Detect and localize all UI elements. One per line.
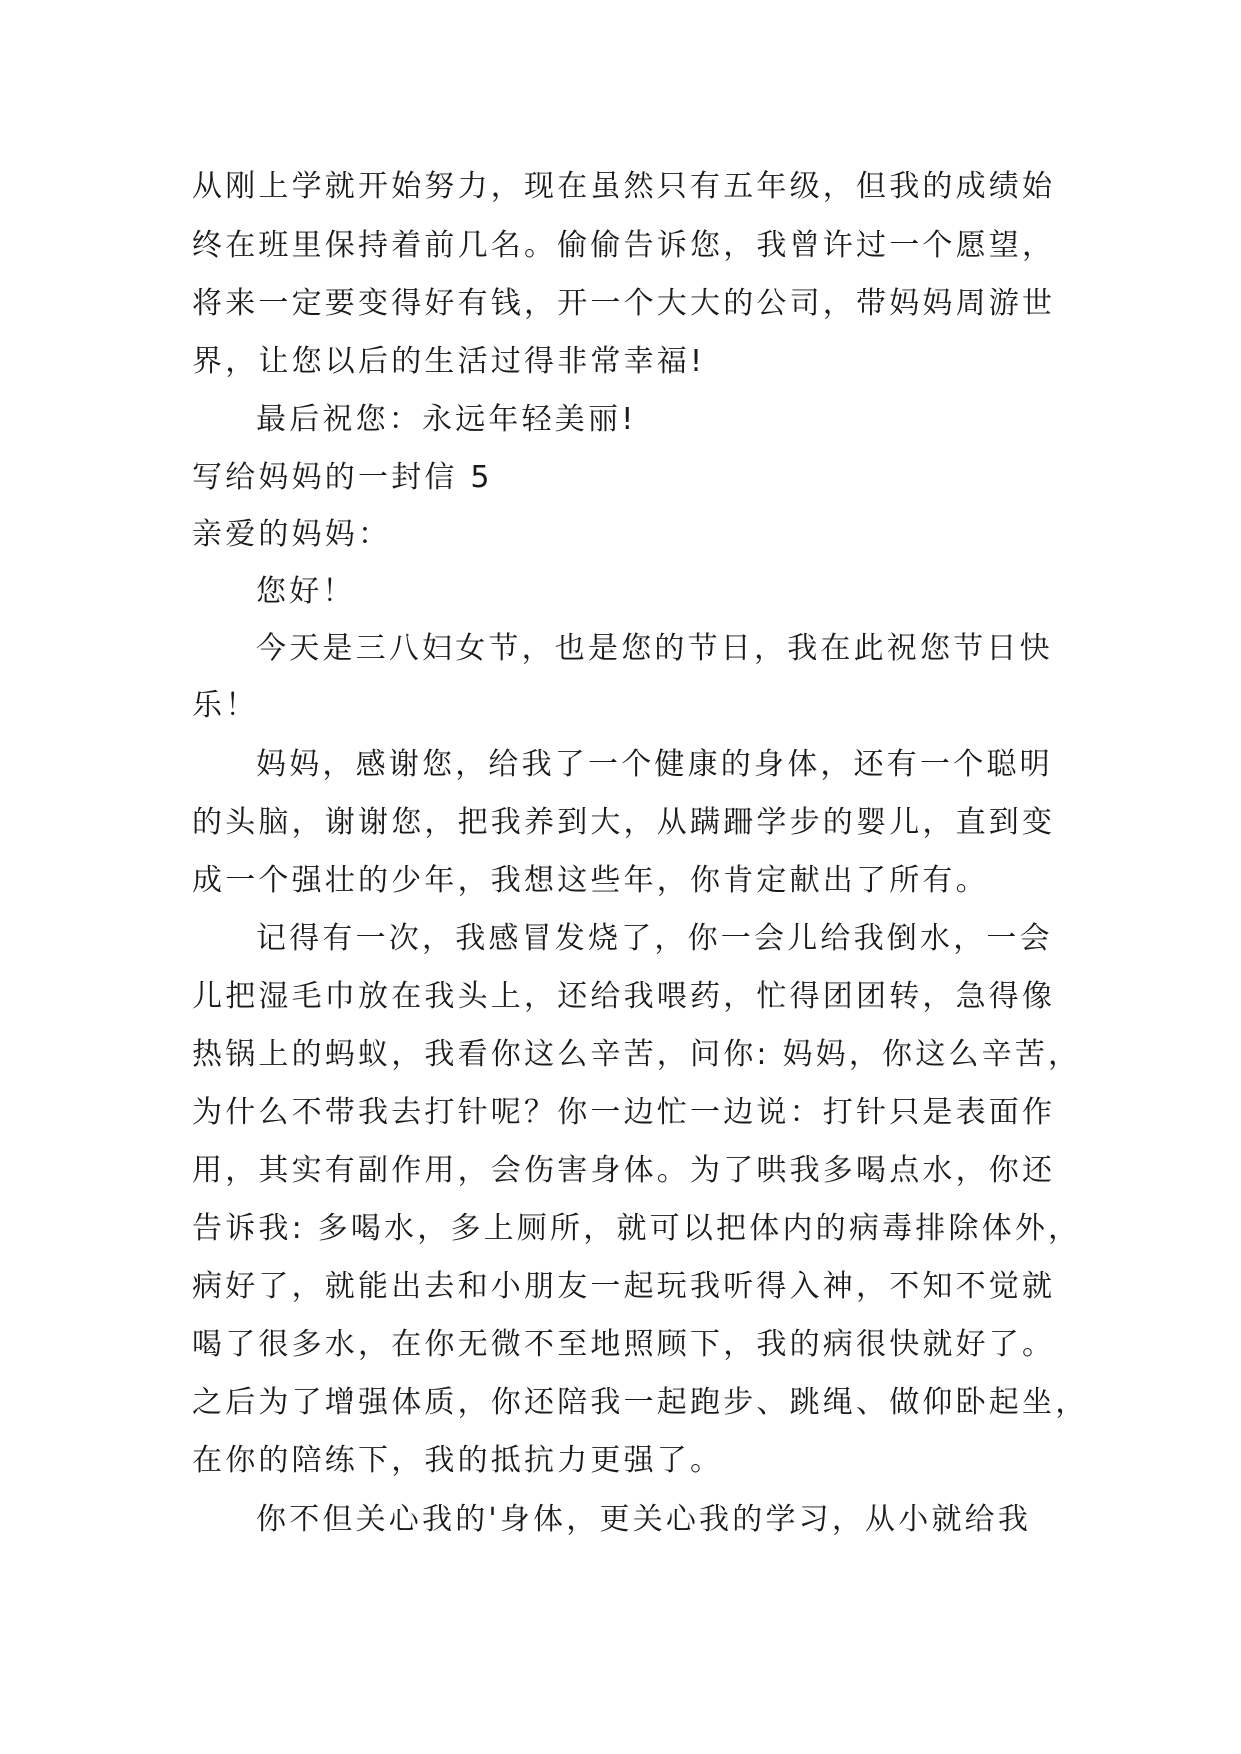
text-line: 热锅上的蚂蚁，我看你这么辛苦，问你: 妈妈，你这么辛苦， [192, 1037, 1082, 1072]
text-line: 终在班里保持着前几名。偷偷告诉您，我曾许过一个愿望， [192, 228, 1056, 263]
closing-wish: 最后祝您：永远年轻美丽! [256, 402, 637, 437]
text-line: 你不但关心我的'身体，更关心我的学习，从小就给我 [256, 1502, 1032, 1537]
greeting: 您好！ [256, 574, 356, 609]
text-line: 病好了，就能出去和小朋友一起玩我听得入神，不知不觉就 [192, 1269, 1056, 1304]
text-line: 为什么不带我去打针呢？你一边忙一边说：打针只是表面作 [192, 1095, 1056, 1130]
text-line: 喝了很多水，在你无微不至地照顾下，我的病很快就好了。 [192, 1327, 1056, 1362]
text-line: 将来一定要变得好有钱，开一个大大的公司，带妈妈周游世 [192, 286, 1056, 321]
text-line: 用，其实有副作用，会伤害身体。为了哄我多喝点水，你还 [192, 1153, 1056, 1188]
text-line: 今天是三八妇女节，也是您的节日，我在此祝您节日快 [256, 631, 1053, 666]
text-line: 之后为了增强体质，你还陪我一起跑步、跳绳、做仰卧起坐， [192, 1385, 1089, 1420]
text-line: 妈妈，感谢您，给我了一个健康的身体，还有一个聪明 [256, 747, 1053, 782]
text-line: 从刚上学就开始努力，现在虽然只有五年级，但我的成绩始 [192, 169, 1056, 204]
letter-title: 写给妈妈的一封信 5 [192, 460, 493, 495]
text-line: 记得有一次，我感冒发烧了，你一会儿给我倒水，一会 [256, 921, 1053, 956]
text-line: 界，让您以后的生活过得非常幸福! [192, 344, 706, 379]
text-line: 告诉我: 多喝水，多上厕所，就可以把体内的病毒排除体外， [192, 1211, 1082, 1246]
text-line: 儿把湿毛巾放在我头上，还给我喂药，忙得团团转，急得像 [192, 979, 1056, 1014]
text-line: 乐！ [192, 688, 259, 723]
salutation: 亲爱的妈妈： [192, 517, 392, 552]
text-line: 在你的陪练下，我的抵抗力更强了。 [192, 1443, 724, 1478]
text-line: 成一个强壮的少年，我想这些年，你肯定献出了所有。 [192, 863, 989, 898]
text-line: 的头脑，谢谢您，把我养到大，从蹒跚学步的婴儿，直到变 [192, 805, 1056, 840]
